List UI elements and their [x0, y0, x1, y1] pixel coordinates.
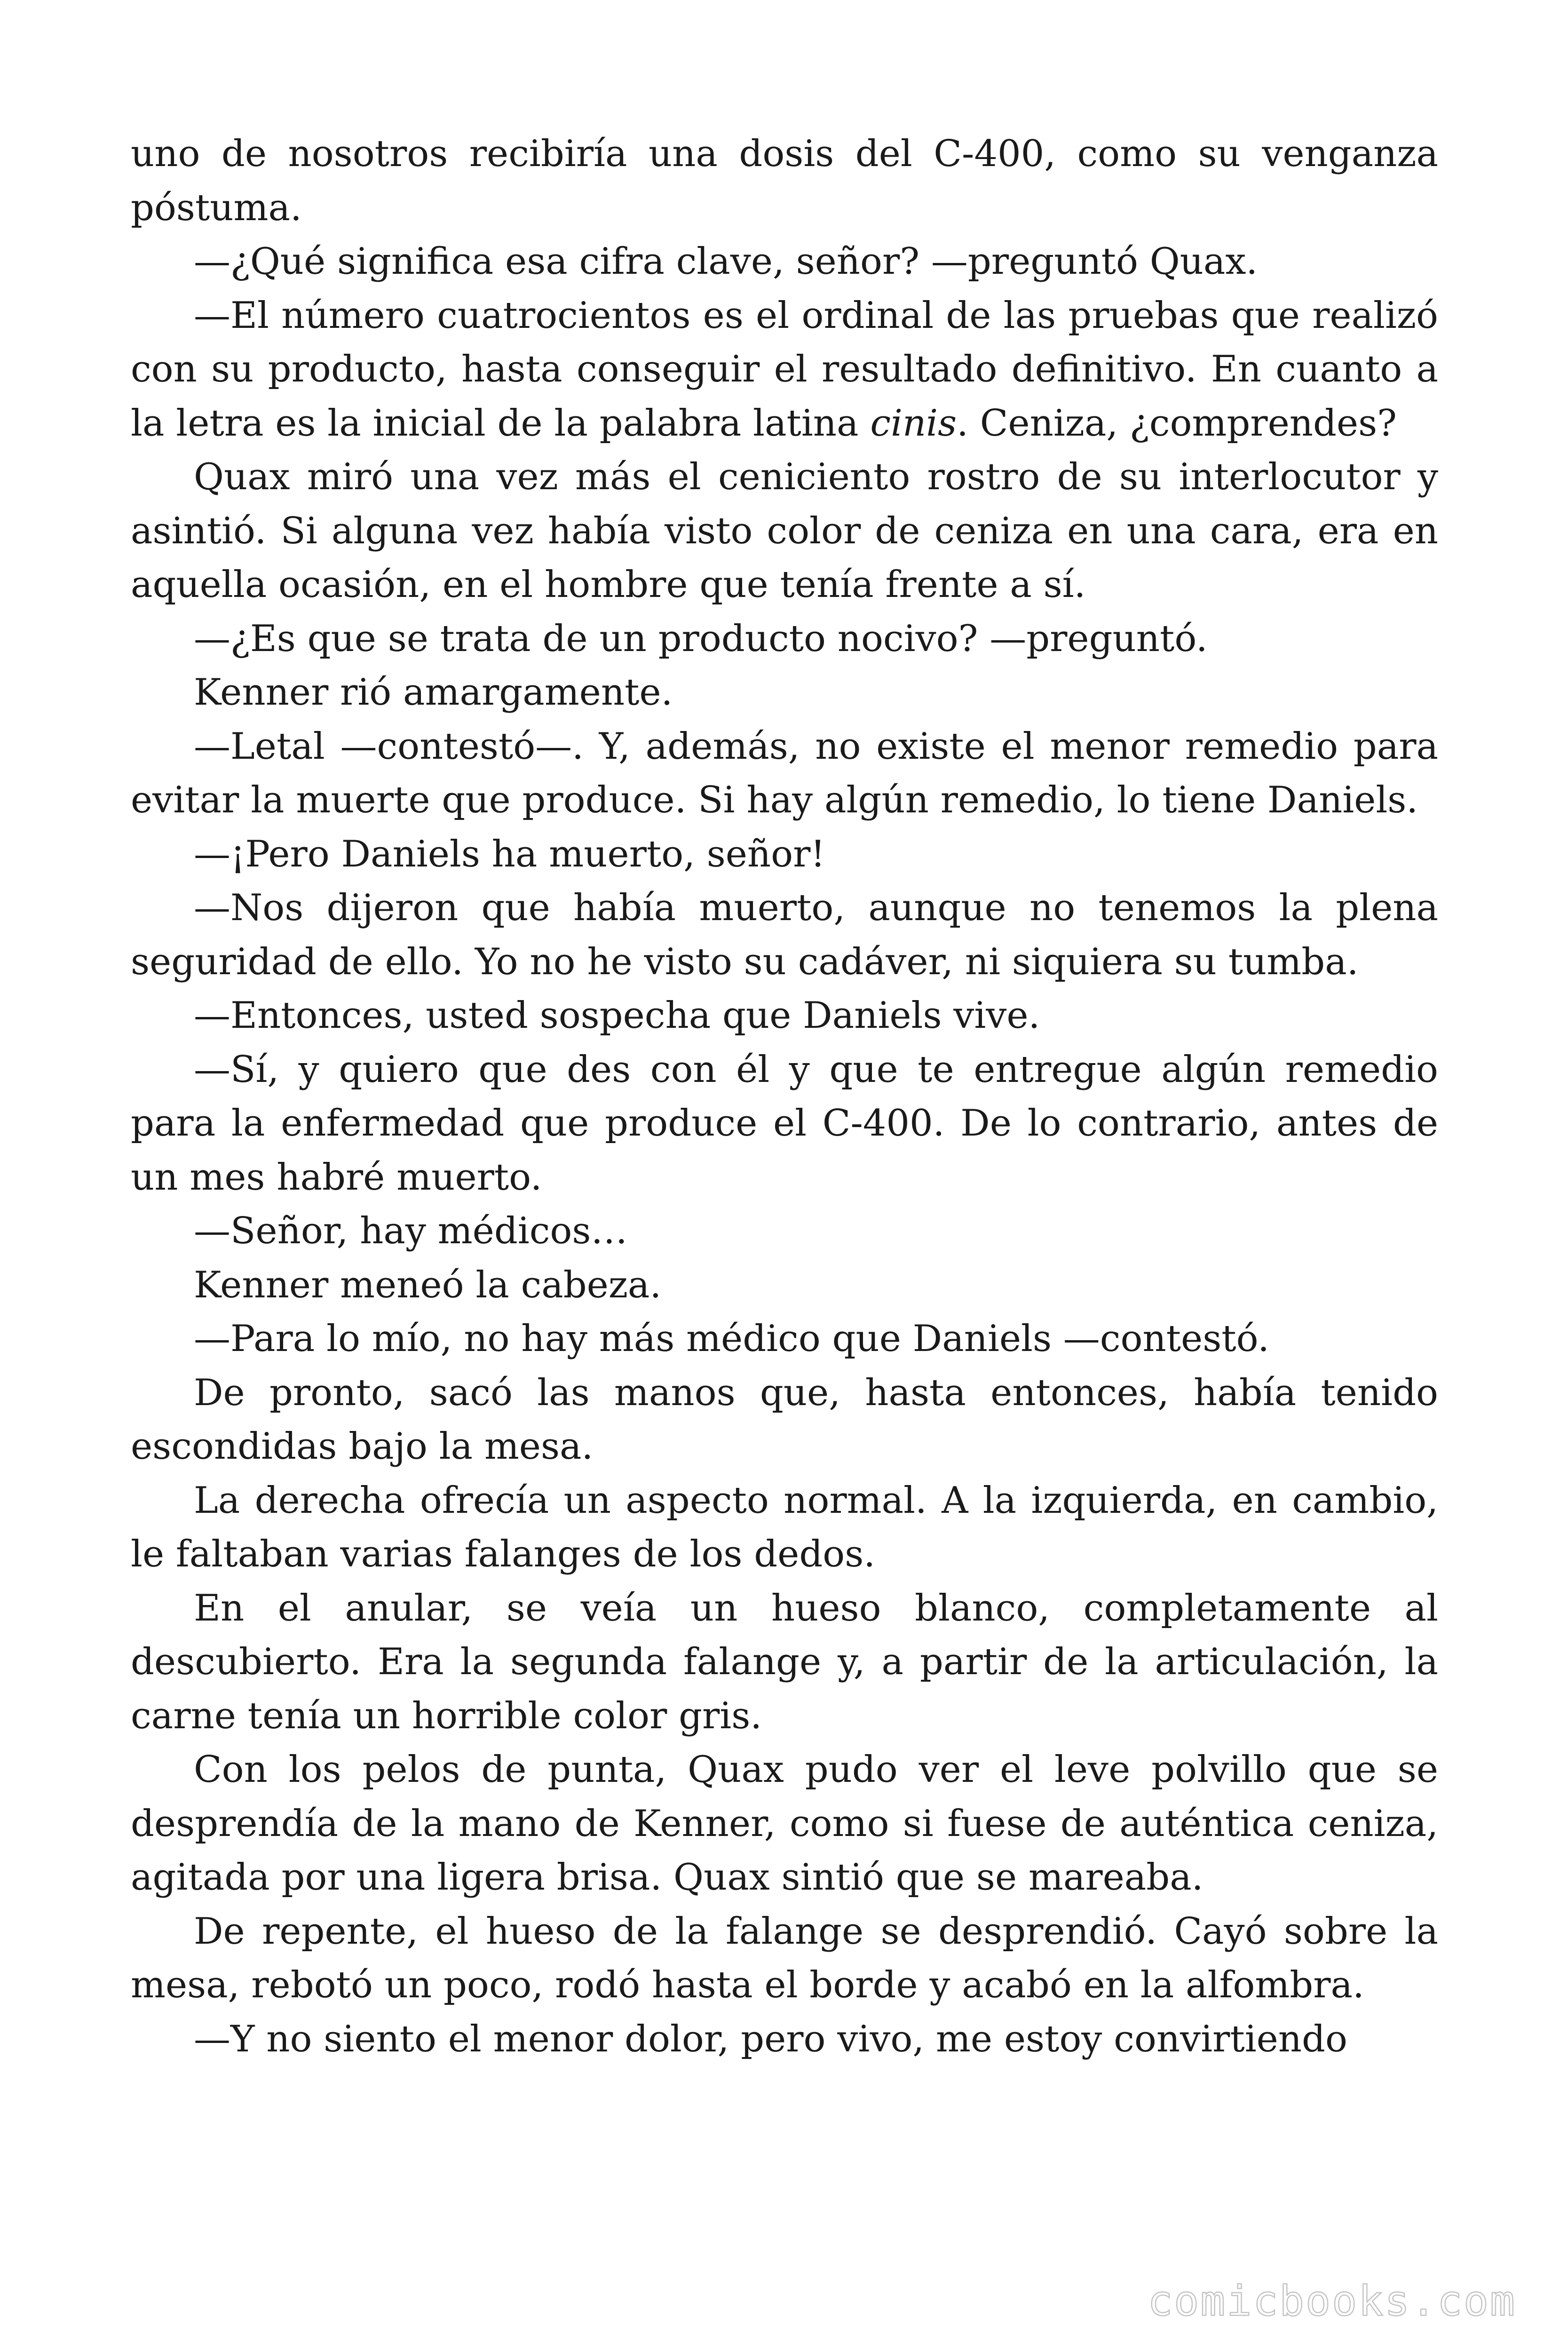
paragraph-15: De pronto, sacó las manos que, hasta entonces, había tenido escondidas bajo la mesa.: [131, 1371, 1438, 1468]
paragraph-18: Con los pelos de punta, Quax pudo ver el leve polvillo que se desprendía de la mano de Kenner, como si fuese de auténtica ceniza, agitada por una ligera brisa. Quax sintió que se mareaba.: [131, 1748, 1438, 1899]
paragraph-5: —¿Es que se trata de un producto nocivo? —preguntó.: [194, 617, 1208, 660]
paragraph-16: La derecha ofrecía un aspecto normal. A la izquierda, en cambio, le faltaban varias falanges de los dedos.: [131, 1479, 1438, 1575]
paragraph-6: Kenner rió amargamente.: [194, 671, 673, 714]
paragraph-14: —Para lo mío, no hay más médico que Daniels —contestó.: [194, 1318, 1269, 1360]
paragraph-17: En el anular, se veía un hueso blanco, completamente al descubierto. Era la segunda falange y, a partir de la articulación, la carne tenía un horrible color gris.: [131, 1587, 1438, 1737]
paragraph-11: —Sí, y quiero que des con él y que te entregue algún remedio para la enfermedad que produce el C-400. De lo contrario, antes de un mes habré muerto.: [131, 1048, 1438, 1199]
paragraph-13: Kenner meneó la cabeza.: [194, 1263, 662, 1306]
paragraph-10: —Entonces, usted sospecha que Daniels vive.: [194, 994, 1040, 1037]
paragraph-3: [131, 289, 1438, 451]
paragraph-9: —Nos dijeron que había muerto, aunque no tenemos la plena seguridad de ello. Yo no he visto su cadáver, ni siquiera su tumba.: [131, 887, 1438, 983]
paragraph-7: —Letal —contestó—. Y, además, no existe el menor remedio para evitar la muerte que produce. Si hay algún remedio, lo tiene Daniels.: [131, 725, 1438, 821]
paragraph-20: —Y no siento el menor dolor, pero vivo, me estoy convirtiendo: [194, 2018, 1347, 2060]
paragraph-1: uno de nosotros recibiría una dosis del C-400, como su venganza póstuma.: [131, 133, 1438, 229]
paragraph-12: —Señor, hay médicos…: [194, 1210, 628, 1252]
watermark-comicbooks: comicbooks.com: [1148, 2277, 1516, 2325]
paragraph-8: —¡Pero Daniels ha muerto, señor!: [194, 833, 825, 875]
paragraph-3-italic-word: cinis: [870, 402, 957, 445]
paragraph-4: Quax miró una vez más el ceniciento rostro de su interlocutor y asintió. Si alguna vez había visto color de ceniza en una cara, era en aquella ocasión, en el hombre que tenía frente a sí.: [131, 456, 1438, 606]
paragraph-2: —¿Qué significa esa cifra clave, señor? —preguntó Quax.: [194, 240, 1258, 283]
paragraph-3-text-after: . Ceniza, ¿comprendes?: [957, 402, 1397, 445]
page-body-text: [131, 127, 1438, 2066]
paragraph-19: De repente, el hueso de la falange se desprendió. Cayó sobre la mesa, rebotó un poco, rodó hasta el borde y acabó en la alfombra.: [131, 1910, 1438, 2006]
paragraph-3-text-before: —El número cuatrocientos es el ordinal de las pruebas que realizó con su producto, hasta conseguir el resultado definitivo. En cuanto a la letra es la inicial de la palabra latina: [131, 294, 1438, 445]
